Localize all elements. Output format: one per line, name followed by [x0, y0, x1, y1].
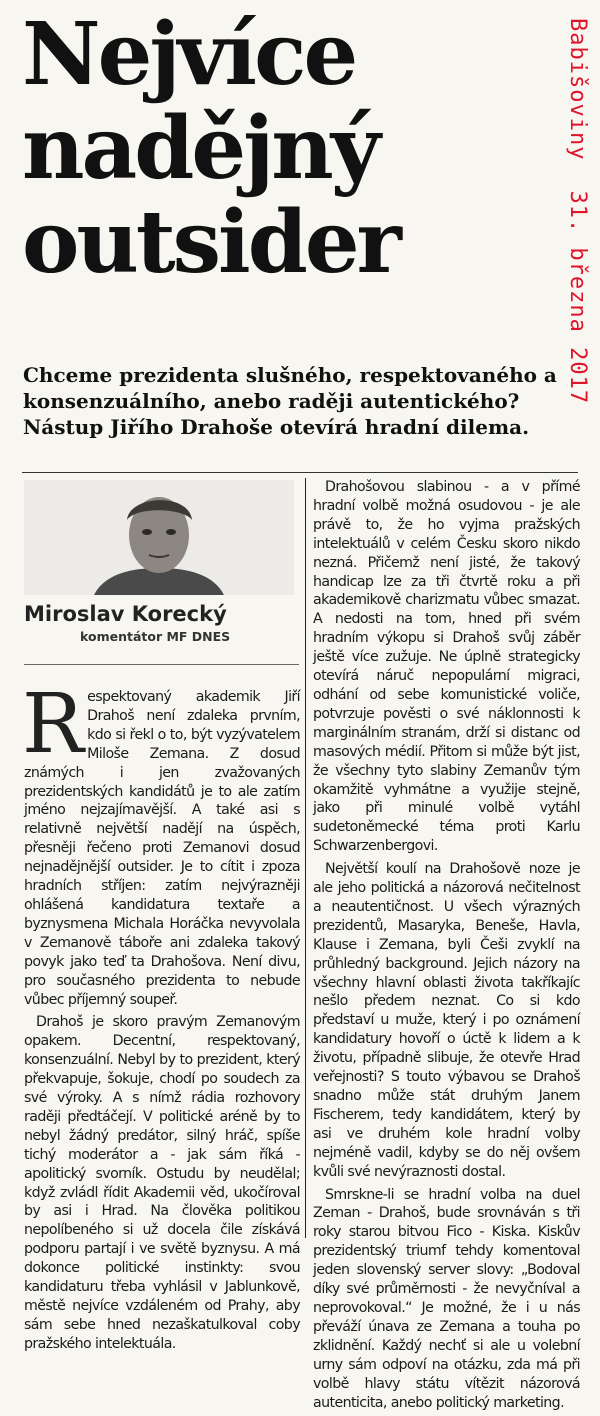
source-stamp: [530, 18, 590, 405]
body-paragraph: [22, 677, 300, 1009]
perex: Chceme prezidenta slušného, respektovaného a konsenzuálního, anebo raději autentického? Nástup Jiřího Drahoše otevírá hradní dilema.: [23, 363, 557, 439]
headline-line-1: Nejvíce: [22, 4, 356, 105]
headline-line-2: nadějný: [22, 98, 378, 199]
stamp-date: 31. března 2017: [565, 190, 590, 405]
column-divider: [305, 478, 306, 1238]
author-block: [24, 602, 304, 644]
author-divider: [24, 664, 299, 665]
headline: [22, 4, 542, 293]
body-paragraph: Největší koulí na Drahošově noze je ale jeho politická a názorová nečitelnost a neautentičnost. U všech výrazných prezidentů, Masaryka, Beneše, Havla, Klause i Zemana, byli Češi zvyklí na průhledný background. Jejich názory na všechny hlavní oblasti života takříkajíc nešlo předem neznat. Co si kdo představí u muže, který i po oznámení kandidatury hovoří o úctě k lidem a k životu, případně slibuje, že otevře Hrad veřejnosti? S touto výbavou se Drahoš snadno může stát druhým Janem Fischerem, tedy kandidátem, který by asi ve druhém kole hradní volby nejméně vadil, kdyby se do něj ovšem kvůli své nevýraznosti dostal.: [313, 861, 580, 1180]
body-paragraph: Drahošovou slabinou - a v přímé hradní volbě možná osudovou - je ale právě to, že ho vyjma pražských intelektuálů v celém Česku skoro nikdo nezná. Přičemž není jisté, že takový handicap lze za tři čtvrtě roku a při akademikově charizmatu vůbec smazat. A nedosti na tom, hned při svém hradním výkopu si Drahoš svůj záběr ještě více zužuje. Ne úplně strategicky otevírá náruč nepopulární migraci, odhání od sebe komunistické voliče, potvrzuje pověsti o své náklonnosti k marginálním stranám, drží si distanc od masových médií. Přitom si může být jist, že všechny tyto slabiny Zemanův tým okamžitě vyhmátne a využije stejně, jako při minulé volbě vytáhl sudetoněmecké téma proti Karlu Schwarzenbergovi.: [313, 479, 580, 855]
headline-line-3: outsider: [22, 192, 399, 293]
body-paragraph-text: espektovaný akademik Jiří Drahoš není zdaleka prvním, kdo si řekl o to, být vyzývatelem Miloše Zemana. Z dosud známých i jen zvažovaných prezidentských kandidátů je to ale zatím jméno nejzajímavější. A také asi s relativně největší nadějí na úspěch, přesněji řečeno proti Zemanovi dosud nejnadějnější outsider. Je to cítit i zpoza hradních stříjen: zatím nejvýrazněji ohlášená kandidatura textaře a byznysmena Michala Horáčka nevyvolala v Zemanově táboře ani zdaleka takový povyk jako teď ta Drahošova. Není divu, pro současného prezidenta to nebude vůbec příjemný soupeř.: [24, 689, 300, 1008]
drop-cap: R: [22, 677, 84, 772]
author-portrait-image: [24, 480, 294, 595]
perex-divider: [22, 472, 578, 473]
body-paragraph: Drahoš je skoro pravým Zemanovým opakem. Decentní, respektovaný, konsenzuální. Nebyl by to prezident, který překvapuje, šokuje, chodí po soudech za své výroky. A s nímž rádia rozhovory raději předtáčejí. V politické aréně by to nebyl žádný predátor, silný hráč, spíše tichý moderátor a - jak sám říká - apolitický svorník. Ostudu by neudělal; když zvládl řídit Akademii věd, ukočíroval by asi i Hrad. Na člověka politikou nepolíbeného si už docela čile získává podporu partají i ve světě byznysu. A má dokonce politické instinkty: svou kandidaturu třeba vyhlásil v Jablunkově, městě nejvíce vzdáleném od Prahy, aby sám sebe hned nezaškatulkoval coby pražského intelektuála.: [24, 1014, 300, 1352]
author-photo: [24, 480, 294, 595]
article-column-left: [22, 677, 300, 1358]
author-role: komentátor MF DNES: [80, 629, 231, 644]
article-column-right: [313, 478, 580, 1416]
author-name: Miroslav Korecký: [24, 602, 227, 626]
body-paragraph: Smrskne-li se hradní volba na duel Zeman - Drahoš, bude srovnáván s tři roky starou bitvou Fico - Kiska. Kiskův prezidentský triumf tehdy komentoval jeden slovenský server slovy: „Bodoval díky své průměrnosti - že nevyčníval a neprovokoval.“ Je možné, že i u nás převáží únava ze Zemana a touha po zklidnění. Každý nechť si ale u volební urny sám odpoví na otázku, zda má při volbě hlavy státu vítězit názorová autenticita, anebo politický marketing.: [313, 1186, 580, 1411]
stamp-source: Babišoviny: [565, 18, 590, 161]
